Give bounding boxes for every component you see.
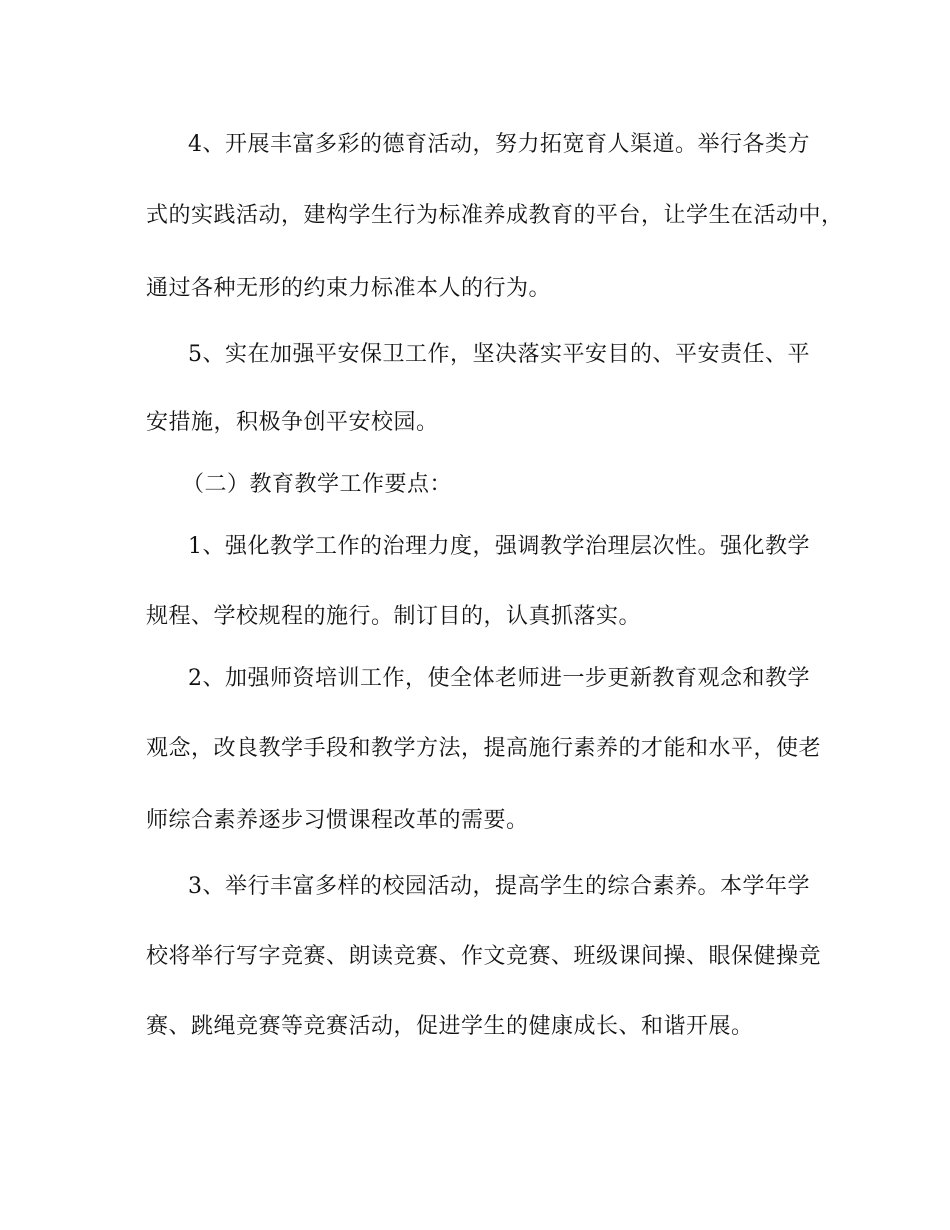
paragraph-3-line-1: 3、举行丰富多样的校园活动，提高学生的综合素养。本学年学 [188,874,810,899]
paragraph-4-line-2: 式的实践活动，建构学生行为标准养成教育的平台，让学生在活动中， [146,203,844,228]
paragraph-5-line-1: 5、实在加强平安保卫工作，坚决落实平安目的、平安责任、平 [188,342,810,367]
paragraph-4-line-3: 通过各种无形的约束力标准本人的行为。 [146,276,552,301]
paragraph-2-line-1: 2、加强师资培训工作，使全体老师进一步更新教育观念和教学 [188,666,810,691]
section-heading: （二）教育教学工作要点： [182,472,453,497]
paragraph-5-line-2: 安措施，积极争创平安校园。 [146,410,439,435]
paragraph-2-line-3: 师综合素养逐步习惯课程改革的需要。 [146,808,529,833]
paragraph-2-line-2: 观念，改良教学手段和教学方法，提高施行素养的才能和水平，使老 [146,736,822,761]
paragraph-1-line-1: 1、强化教学工作的治理力度，强调教学治理层次性。强化教学 [188,534,810,559]
paragraph-4-line-1: 4、开展丰富多彩的德育活动，努力拓宽育人渠道。举行各类方 [188,132,810,157]
paragraph-3-line-2: 校将举行写字竞赛、朗读竞赛、作文竞赛、班级课间操、眼保健操竞 [146,944,822,969]
paragraph-3-line-3: 赛、跳绳竞赛等竞赛活动，促进学生的健康成长、和谐开展。 [146,1014,754,1039]
paragraph-1-line-2: 规程、学校规程的施行。制订目的，认真抓落实。 [146,604,642,629]
